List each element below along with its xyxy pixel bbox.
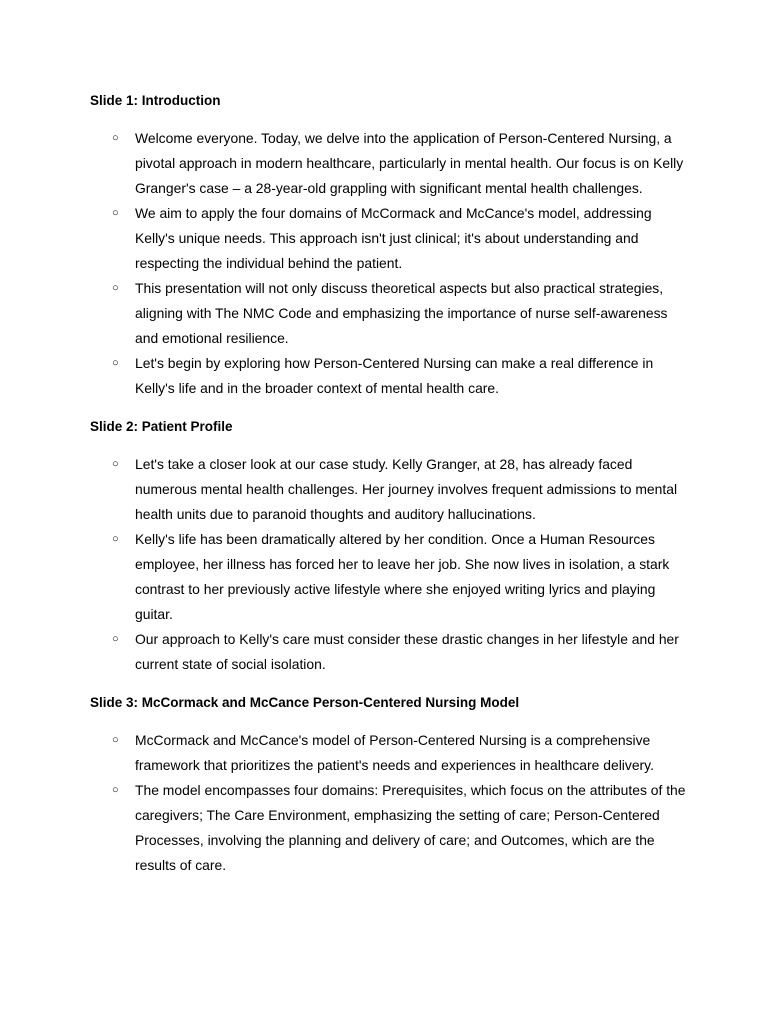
hollow-circle-bullet-icon: ○ [112,734,119,746]
bullet-text: This presentation will not only discuss theoretical aspects but also practical strategies, aligning with The NMC Code and emphasizing the importance of nurse self-awareness and emotional resilience. [135,280,668,346]
bullet-text: Let's begin by exploring how Person-Centered Nursing can make a real difference in Kelly's life and in the broader context of mental health care. [135,355,654,396]
list-item [90,778,690,878]
slide-3-bullet-list [90,728,690,878]
slide-2-heading: Slide 2: Patient Profile [90,419,233,434]
hollow-circle-bullet-icon: ○ [112,357,119,369]
list-item [90,452,690,527]
slide-1-bullet-list [90,126,690,401]
hollow-circle-bullet-icon: ○ [112,132,119,144]
list-item [90,276,690,351]
hollow-circle-bullet-icon: ○ [112,458,119,470]
bullet-text: McCormack and McCance's model of Person-Centered Nursing is a comprehensive framework that prioritizes the patient's needs and experiences in healthcare delivery. [135,732,654,773]
slide-1-section [90,91,690,401]
hollow-circle-bullet-icon: ○ [112,633,119,645]
slide-3-section [90,693,690,878]
hollow-circle-bullet-icon: ○ [112,282,119,294]
document-page [90,91,690,894]
bullet-text: The model encompasses four domains: Prerequisites, which focus on the attributes of the caregivers; The Care Environment, emphasizing the setting of care; Person-Centered Processes, involving the planning and delivery of care; and Outcomes, which are the results of care. [135,782,686,873]
hollow-circle-bullet-icon: ○ [112,784,119,796]
bullet-text: Kelly's life has been dramatically altered by her condition. Once a Human Resources employee, her illness has forced her to leave her job. She now lives in isolation, a stark contrast to her previously active lifestyle where she enjoyed writing lyrics and playing guitar. [135,531,670,622]
list-item [90,527,690,627]
hollow-circle-bullet-icon: ○ [112,207,119,219]
bullet-text: Welcome everyone. Today, we delve into the application of Person-Centered Nursing, a pivotal approach in modern healthcare, particularly in mental health. Our focus is on Kelly Granger's case – a 28-year-old grappling with significant mental health challenges. [135,130,684,196]
slide-2-section [90,417,690,677]
list-item [90,627,690,677]
slide-1-heading: Slide 1: Introduction [90,93,221,108]
hollow-circle-bullet-icon: ○ [112,533,119,545]
bullet-text: We aim to apply the four domains of McCormack and McCance's model, addressing Kelly's unique needs. This approach isn't just clinical; it's about understanding and respecting the individual behind the patient. [135,205,652,271]
list-item [90,201,690,276]
slide-2-bullet-list [90,452,690,677]
slide-3-heading: Slide 3: McCormack and McCance Person-Centered Nursing Model [90,695,520,710]
bullet-text: Let's take a closer look at our case study. Kelly Granger, at 28, has already faced numerous mental health challenges. Her journey involves frequent admissions to mental health units due to paranoid thoughts and auditory hallucinations. [135,456,678,522]
list-item [90,728,690,778]
list-item [90,351,690,401]
bullet-text: Our approach to Kelly's care must consider these drastic changes in her lifestyle and her current state of social isolation. [135,631,679,672]
list-item [90,126,690,201]
